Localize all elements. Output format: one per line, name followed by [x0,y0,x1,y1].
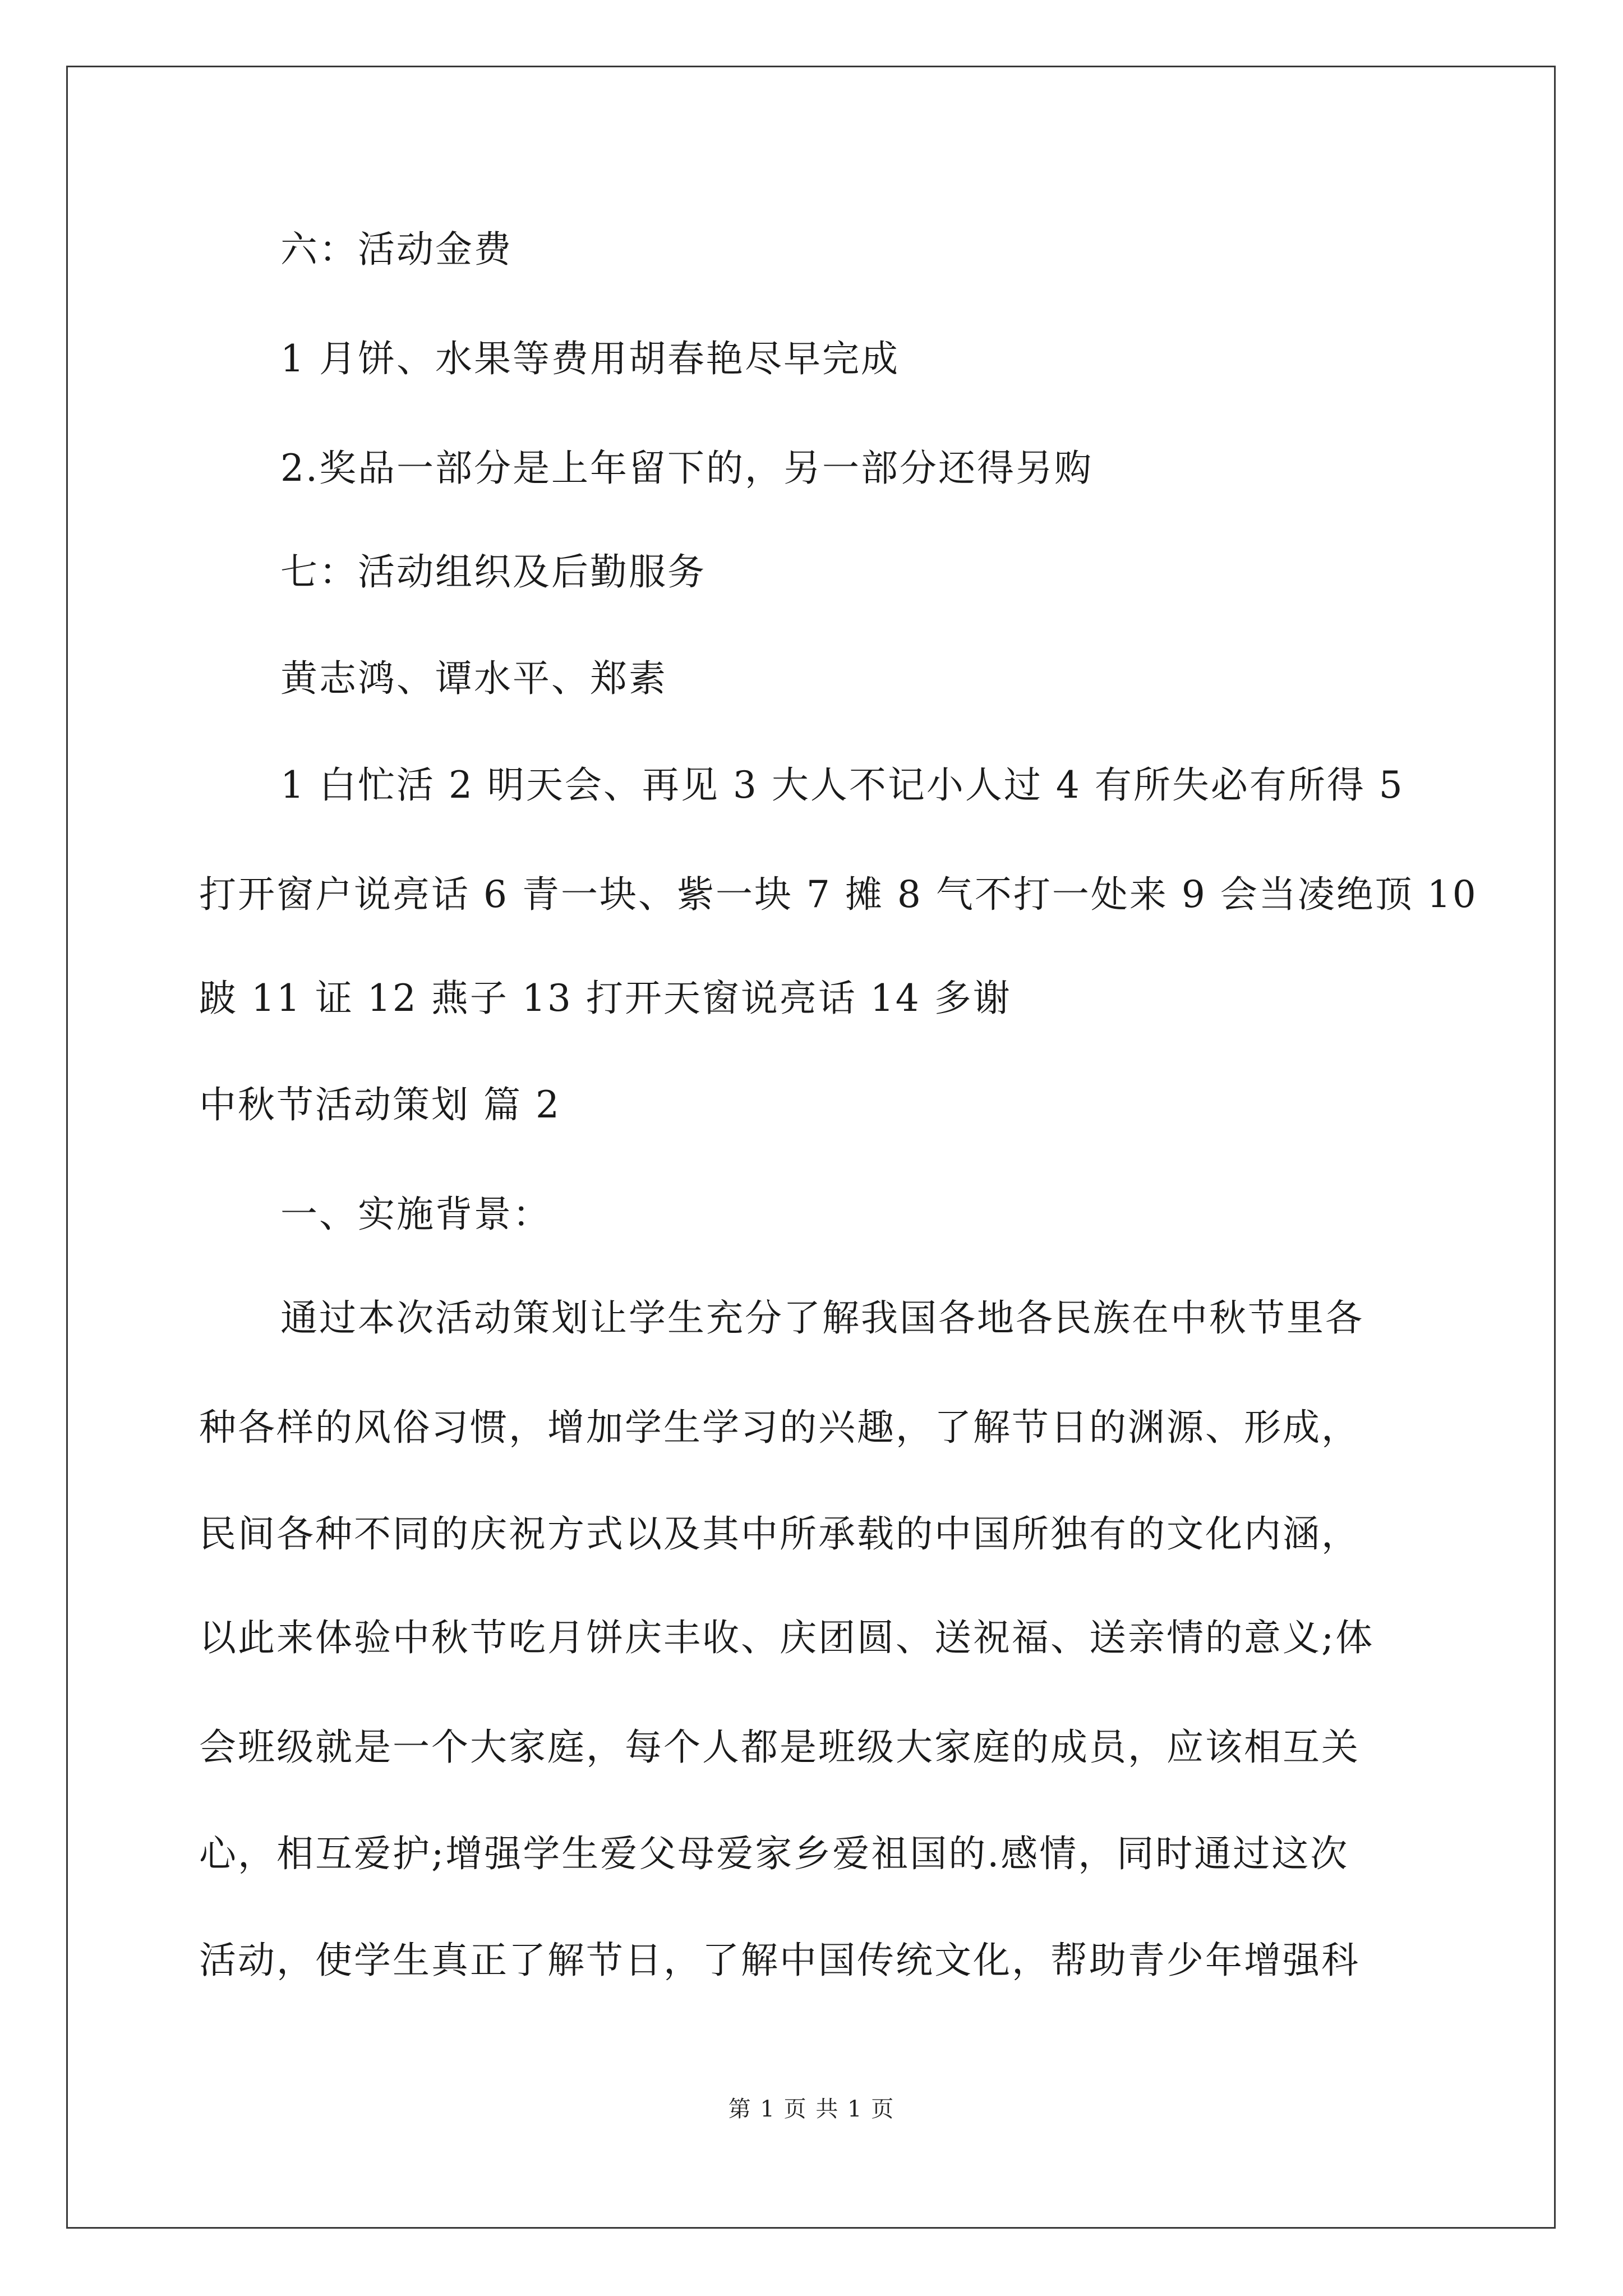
paragraph-line: 会班级就是一个大家庭，每个人都是班级大家庭的成员，应该相互关 [199,1726,1360,1769]
section-heading-background: 一、实施背景： [280,1193,551,1236]
page-number-footer: 第 1 页 共 1 页 [728,2096,895,2122]
paragraph-line: 以此来体验中秋节吃月饼庆丰收、庆团圆、送祝福、送亲情的意义;体 [199,1616,1375,1659]
paragraph-line: 活动，使学生真正了解节日，了解中国传统文化，帮助青少年增强科 [199,1939,1360,1982]
paragraph-line: 心，相互爱护;增强学生爱父母爱家乡爱祖国的.感情，同时通过这次 [199,1832,1349,1875]
section-heading-budget: 六：活动金费 [280,228,513,271]
paragraph-line: 民间各种不同的庆祝方式以及其中所承载的中国所独有的文化内涵， [199,1512,1360,1556]
paragraph-line: 通过本次活动策划让学生充分了解我国各地各民族在中秋节里各 [280,1296,1364,1340]
section-heading-logistics: 七：活动组织及后勤服务 [280,550,706,593]
paragraph-line: 打开窗户说亮话 6 青一块、紫一块 7 摊 8 气不打一处来 9 会当凌绝顶 10 [199,873,1478,916]
paragraph-line: 1 白忙活 2 明天会、再见 3 大人不记小人过 4 有所失必有所得 5 [280,763,1404,807]
paragraph-line: 种各样的风俗习惯，增加学生学习的兴趣，了解节日的渊源、形成， [199,1406,1360,1449]
paragraph-line: 2.奖品一部分是上年留下的，另一部分还得另购 [280,447,1093,490]
article-title: 中秋节活动策划 篇 2 [199,1083,561,1126]
paragraph-line: 1 月饼、水果等费用胡春艳尽早完成 [280,337,900,380]
paragraph-line: 黄志鸿、谭水平、郑素 [280,657,667,700]
page-border [66,66,1556,2229]
paragraph-line: 跛 11 证 12 燕子 13 打开天窗说亮话 14 多谢 [199,977,1012,1020]
